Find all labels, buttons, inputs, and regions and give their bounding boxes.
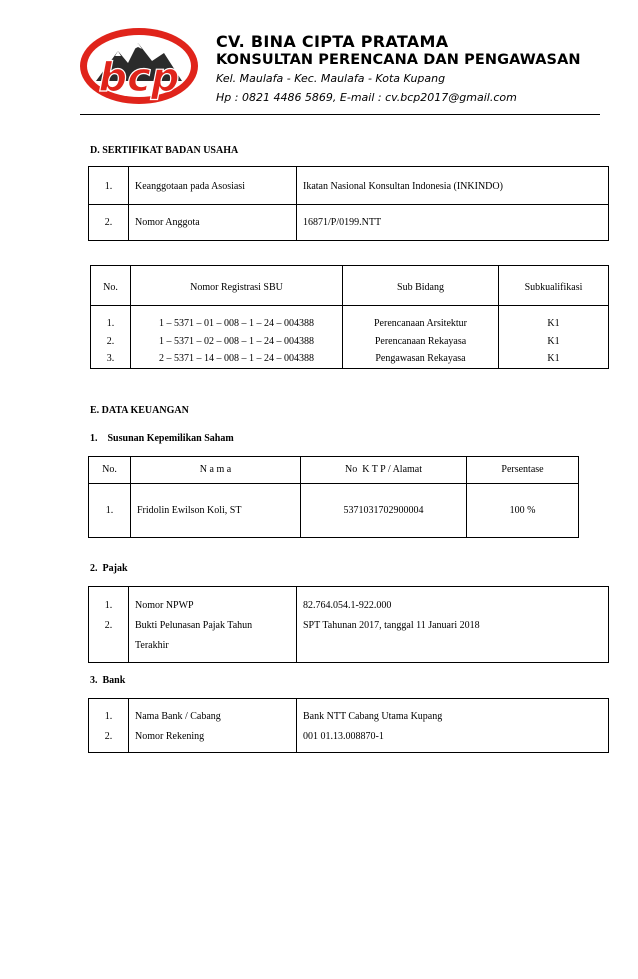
row-number: 2. xyxy=(89,205,129,241)
saham-no: 1. xyxy=(89,484,131,538)
table-row xyxy=(91,306,609,369)
pajak-value-cell xyxy=(297,587,609,663)
company-name: CV. BINA CIPTA PRATAMA xyxy=(216,32,449,51)
sbu-kual-cell xyxy=(499,306,609,369)
section-d-title: D. SERTIFIKAT BADAN USAHA xyxy=(90,145,239,156)
bank-value-cell xyxy=(297,699,609,753)
col-header-sub: Sub Bidang xyxy=(343,266,499,306)
sbu-sub: Perencanaan Arsitektur xyxy=(373,318,468,329)
bank-no: 1. xyxy=(104,711,113,722)
company-logo xyxy=(78,25,200,107)
pajak-no-cell xyxy=(89,587,129,663)
logo-lettering: bcp xyxy=(98,55,180,101)
sbu-reg-cell xyxy=(131,306,343,369)
col-header-reg: Nomor Registrasi SBU xyxy=(131,266,343,306)
row-label: Keanggotaan pada Asosiasi xyxy=(129,167,297,205)
sbu-kual: K1 xyxy=(547,335,560,347)
sbu-reg: 2 – 5371 – 14 – 008 – 1 – 24 – 004388 xyxy=(159,353,314,364)
table-row xyxy=(89,484,579,538)
asosiasi-table xyxy=(88,166,609,241)
row-label: Nomor Anggota xyxy=(129,205,297,241)
table-header-row xyxy=(89,457,579,484)
bank-label: Nama Bank / Cabang xyxy=(135,711,221,722)
table-row xyxy=(89,205,609,241)
sbu-reg: 1 – 5371 – 01 – 008 – 1 – 24 – 004388 xyxy=(159,318,314,329)
saham-title: 1. Susunan Kepemilikan Saham xyxy=(90,433,234,444)
sbu-no-cell xyxy=(91,306,131,369)
pajak-title: 2. Pajak xyxy=(90,563,128,574)
bank-label-cell xyxy=(129,699,297,753)
bank-no-cell xyxy=(89,699,129,753)
table-row xyxy=(89,587,609,663)
row-value: Ikatan Nasional Konsultan Indonesia (INKINDO) xyxy=(297,167,609,205)
table-header-row xyxy=(91,266,609,306)
bank-title: 3. Bank xyxy=(90,675,126,686)
col-header-ktp: No K T P / Alamat xyxy=(301,457,467,484)
saham-persen: 100 % xyxy=(467,484,579,538)
table-row xyxy=(89,167,609,205)
letterhead-divider xyxy=(80,114,600,115)
col-header-kual: Subkualifikasi xyxy=(499,266,609,306)
sbu-kual: K1 xyxy=(547,353,560,364)
sbu-reg: 1 – 5371 – 02 – 008 – 1 – 24 – 004388 xyxy=(159,335,314,347)
pajak-no: 1. xyxy=(104,600,113,611)
sbu-sub-cell xyxy=(343,306,499,369)
pajak-label: Nomor NPWP xyxy=(135,600,194,611)
pajak-value: SPT Tahunan 2017, tanggal 11 Januari 2018 xyxy=(303,620,480,631)
pajak-label-cell xyxy=(129,587,297,663)
row-value: 16871/P/0199.NTT xyxy=(297,205,609,241)
sbu-table xyxy=(90,265,609,369)
bank-value: 001 01.13.008870-1 xyxy=(303,731,384,742)
company-address: Kel. Maulafa - Kec. Maulafa - Kota Kupang xyxy=(216,72,446,85)
company-tagline: KONSULTAN PERENCANA DAN PENGAWASAN xyxy=(216,52,581,68)
pajak-no: 2. xyxy=(104,620,113,631)
col-header-persen: Persentase xyxy=(467,457,579,484)
bank-label: Nomor Rekening xyxy=(135,731,205,742)
table-row xyxy=(89,699,609,753)
sbu-sub: Perencanaan Rekayasa xyxy=(374,335,467,347)
saham-table xyxy=(88,456,579,538)
col-header-nama: N a m a xyxy=(131,457,301,484)
pajak-table xyxy=(88,586,609,663)
sbu-no: 2. xyxy=(106,335,115,347)
col-header-no: No. xyxy=(91,266,131,306)
row-number: 1. xyxy=(89,167,129,205)
saham-ktp: 5371031702900004 xyxy=(301,484,467,538)
pajak-label: Bukti Pelunasan Pajak Tahun xyxy=(135,620,253,631)
saham-nama: Fridolin Ewilson Koli, ST xyxy=(131,484,301,538)
pajak-value: 82.764.054.1-922.000 xyxy=(303,600,392,611)
sbu-no: 1. xyxy=(106,318,115,329)
bank-no: 2. xyxy=(104,731,113,742)
company-contact: Hp : 0821 4486 5869, E-mail : cv.bcp2017@gmail.com xyxy=(216,91,517,104)
section-e-title: E. DATA KEUANGAN xyxy=(90,405,189,416)
col-header-no: No. xyxy=(89,457,131,484)
sbu-sub: Pengawasan Rekayasa xyxy=(375,353,466,364)
bank-table xyxy=(88,698,609,753)
sbu-kual: K1 xyxy=(547,318,560,329)
sbu-no: 3. xyxy=(106,353,115,364)
pajak-label: Terakhir xyxy=(135,640,169,651)
bank-value: Bank NTT Cabang Utama Kupang xyxy=(303,711,443,722)
